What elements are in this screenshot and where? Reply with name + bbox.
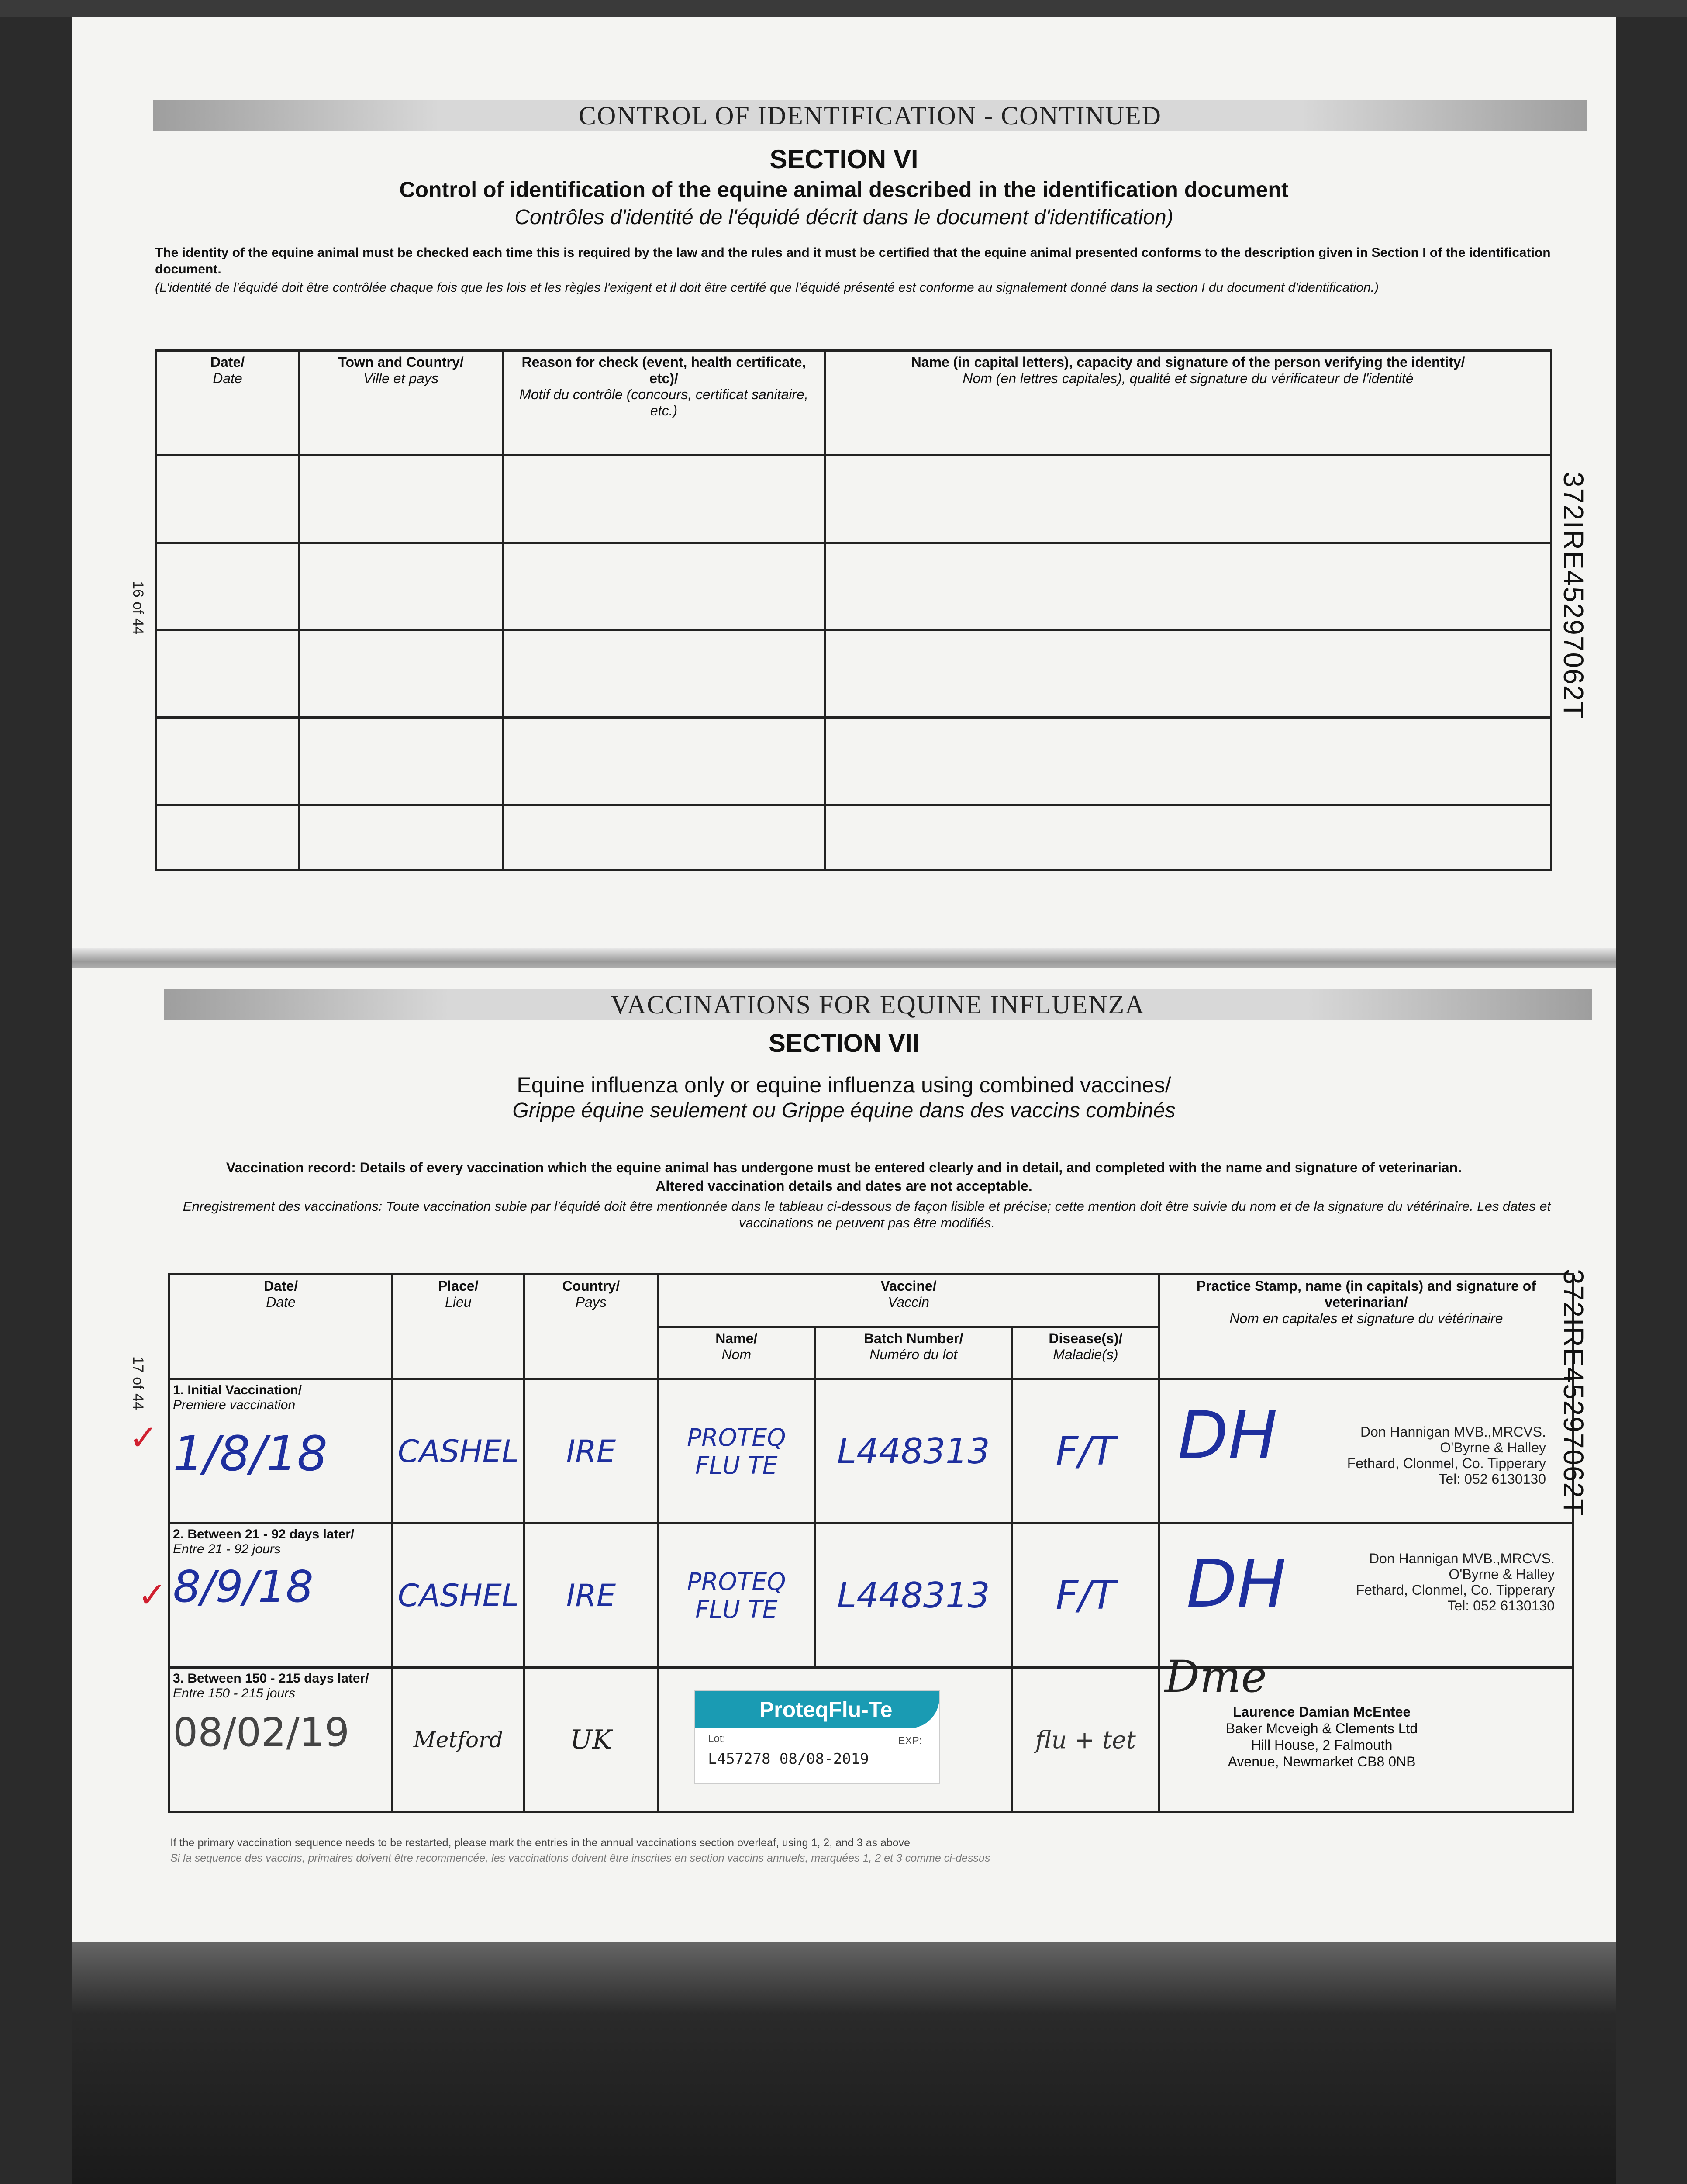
vaccine-sticker-brand: ProteqFlu-Te	[695, 1691, 939, 1728]
section-vi-note-en: The identity of the equine animal must be checked each time this is required by the law and the rules and it must be certified that the equine animal presented conforms to the description given in Section I of the identification document.	[155, 245, 1551, 276]
table-row	[156, 543, 1552, 630]
header-reason: Reason for check (event, health certificate, etc)/ Motif du contrôle (concours, certificat sanitaire, etc.)	[503, 351, 825, 456]
vaccine-lot-value: L457278 08/08-2019	[708, 1750, 869, 1768]
table-header-row	[169, 1275, 1573, 1327]
header-town: Town and Country/ Ville et pays	[299, 351, 503, 456]
row1-date: 1/8/18	[173, 1426, 328, 1482]
section-vi-subtitle-fr: Contrôles d'identité de l'équidé décrit dans le document d'identification)	[514, 206, 1173, 229]
page-section-vi	[72, 17, 1616, 970]
vaccination-table	[168, 1273, 1574, 1813]
header-verifier: Name (in capital letters), capacity and signature of the person verifying the identity/ Nom (en lettres capitales), qualité et signature du vérificateur de l'identité	[825, 351, 1552, 456]
row3-date: 08/02/19	[173, 1710, 350, 1755]
section-vii-banner: VACCINATIONS FOR EQUINE INFLUENZA	[164, 989, 1592, 1020]
section-vii-subtitle-fr: Grippe équine seulement ou Grippe équine dans des vaccins combinés	[512, 1099, 1176, 1122]
section-vii-subtitle-en: Equine influenza only or equine influenza using combined vaccines/	[517, 1073, 1171, 1097]
row2-country-cell: IRE	[524, 1524, 658, 1668]
row1-signature: DH	[1177, 1398, 1278, 1474]
scan-background	[0, 0, 1687, 17]
section-vi-banner: CONTROL OF IDENTIFICATION - CONTINUED	[153, 100, 1587, 131]
section-vii-note-en-2: Altered vaccination details and dates are not acceptable.	[655, 1178, 1032, 1194]
header-place: Place/ Lieu	[393, 1275, 524, 1379]
scan-background-bottom	[72, 1942, 1616, 2184]
passport-id-bottom: 372IRE45297062T	[1558, 1269, 1589, 1517]
table-row	[156, 718, 1552, 805]
table-header-row	[156, 351, 1552, 456]
section-vii-note-fr: Enregistrement des vaccinations: Toute vaccination subie par l'équidé doit être mentionnée dans le tableau ci-dessous de façon lisible et précise; cette mention doit être suivie du nom et de la signature du vétérinaire. Les dates et vaccinations ne peuvent pas être modifiés.	[183, 1199, 1551, 1230]
page-section-vii	[72, 968, 1616, 1942]
row3-place-cell: Metford	[393, 1668, 524, 1812]
header-country: Country/ Pays	[524, 1275, 658, 1379]
row1-vaccine-cell: PROTEQ FLU TE	[658, 1379, 815, 1524]
row2-stamp-cell	[1159, 1524, 1573, 1668]
row1-disease-cell: F/T	[1012, 1379, 1159, 1524]
row3-stamp-cell	[1159, 1651, 1573, 1812]
row1-date-cell: 1. Initial Vaccination/ Premiere vaccination 1/8/18	[169, 1379, 393, 1524]
row2-practice-stamp: Don Hannigan MVB.,MRCVS. O'Byrne & Halley Fethard, Clonmel, Co. Tipperary Tel: 052 6130130	[1356, 1551, 1555, 1614]
row1-place-cell: CASHEL	[393, 1379, 524, 1524]
header-stamp: Practice Stamp, name (in capitals) and signature of veterinarian/ Nom en capitales et signature du vétérinaire	[1159, 1275, 1573, 1379]
header-vaccine-name: Name/ Nom	[658, 1327, 815, 1379]
identity-check-table	[155, 349, 1552, 871]
table-row	[156, 456, 1552, 543]
header-batch: Batch Number/ Numéro du lot	[815, 1327, 1012, 1379]
footnote-fr: Si la sequence des vaccins, primaires doivent être recommencée, les vaccinations doivent être inscrites en section vaccins annuels, marquées 1, 2 et 3 comme ci-dessus	[170, 1852, 990, 1864]
section-vi-title: SECTION VI	[769, 145, 918, 174]
section-vii-title: SECTION VII	[769, 1029, 919, 1057]
row3-country-cell: UK	[524, 1668, 658, 1812]
header-date: Date/ Date	[169, 1275, 393, 1379]
header-vaccine: Vaccine/ Vaccin	[658, 1275, 1159, 1327]
row1-practice-stamp: Don Hannigan MVB.,MRCVS. O'Byrne & Halley Fethard, Clonmel, Co. Tipperary Tel: 052 6130130	[1347, 1424, 1546, 1487]
row2-disease-cell: F/T	[1012, 1524, 1159, 1668]
check-mark-icon: ✓	[138, 1576, 167, 1614]
passport-id-top: 372IRE45297062T	[1558, 472, 1589, 720]
vaccination-row-3	[169, 1668, 1573, 1812]
header-disease: Disease(s)/ Maladie(s)	[1012, 1327, 1159, 1379]
section-vii-note-en-1: Vaccination record: Details of every vaccination which the equine animal has undergone must be entered clearly and in detail, and completed with the name and signature of veterinarian.	[226, 1160, 1462, 1175]
row3-date-cell: 3. Between 150 - 215 days later/ Entre 150 - 215 jours 08/02/19	[169, 1668, 393, 1812]
page-number-16: 16 of 44	[130, 581, 146, 635]
row1-stamp-cell	[1159, 1379, 1573, 1524]
footnote-en: If the primary vaccination sequence needs to be restarted, please mark the entries in the annual vaccinations section overleaf, using 1, 2, and 3 as above	[170, 1837, 911, 1849]
check-mark-icon: ✓	[129, 1418, 159, 1457]
section-vi-note-fr: (L'identité de l'équidé doit être contrôlée chaque fois que les lois et les règles l'exigent et il doit être certifé que l'équidé présenté est conforme au signalement donné dans la section I du document d'identification.)	[155, 280, 1379, 295]
vaccine-exp-label: EXP:	[898, 1735, 922, 1747]
table-row	[156, 805, 1552, 871]
row2-vaccine-cell: PROTEQ FLU TE	[658, 1524, 815, 1668]
table-row	[156, 630, 1552, 718]
vaccine-lot-label: Lot:	[708, 1733, 726, 1745]
vaccine-sticker	[694, 1690, 940, 1784]
row2-batch-cell: L448313	[815, 1524, 1012, 1668]
row3-vaccine-label-cell	[658, 1668, 1012, 1812]
row2-date-cell: 2. Between 21 - 92 days later/ Entre 21 - 92 jours 8/9/18	[169, 1524, 393, 1668]
header-date: Date/ Date	[156, 351, 299, 456]
section-vi-subtitle-en: Control of identification of the equine animal described in the identification document	[399, 177, 1289, 202]
page-number-17: 17 of 44	[130, 1356, 146, 1410]
row3-disease-cell: flu + tet	[1012, 1668, 1159, 1812]
row2-date: 8/9/18	[173, 1561, 314, 1612]
row3-signature: Dme	[1164, 1651, 1267, 1702]
row3-practice-stamp: Laurence Damian McEntee Baker Mcveigh & Clements Ltd Hill House, 2 Falmouth Avenue, Newmarket CB8 0NB	[1225, 1704, 1418, 1769]
vaccination-row-2	[169, 1524, 1573, 1668]
row2-place-cell: CASHEL	[393, 1524, 524, 1668]
row1-country-cell: IRE	[524, 1379, 658, 1524]
vaccination-row-1	[169, 1379, 1573, 1524]
row2-signature: DH	[1186, 1546, 1287, 1622]
row1-batch-cell: L448313	[815, 1379, 1012, 1524]
